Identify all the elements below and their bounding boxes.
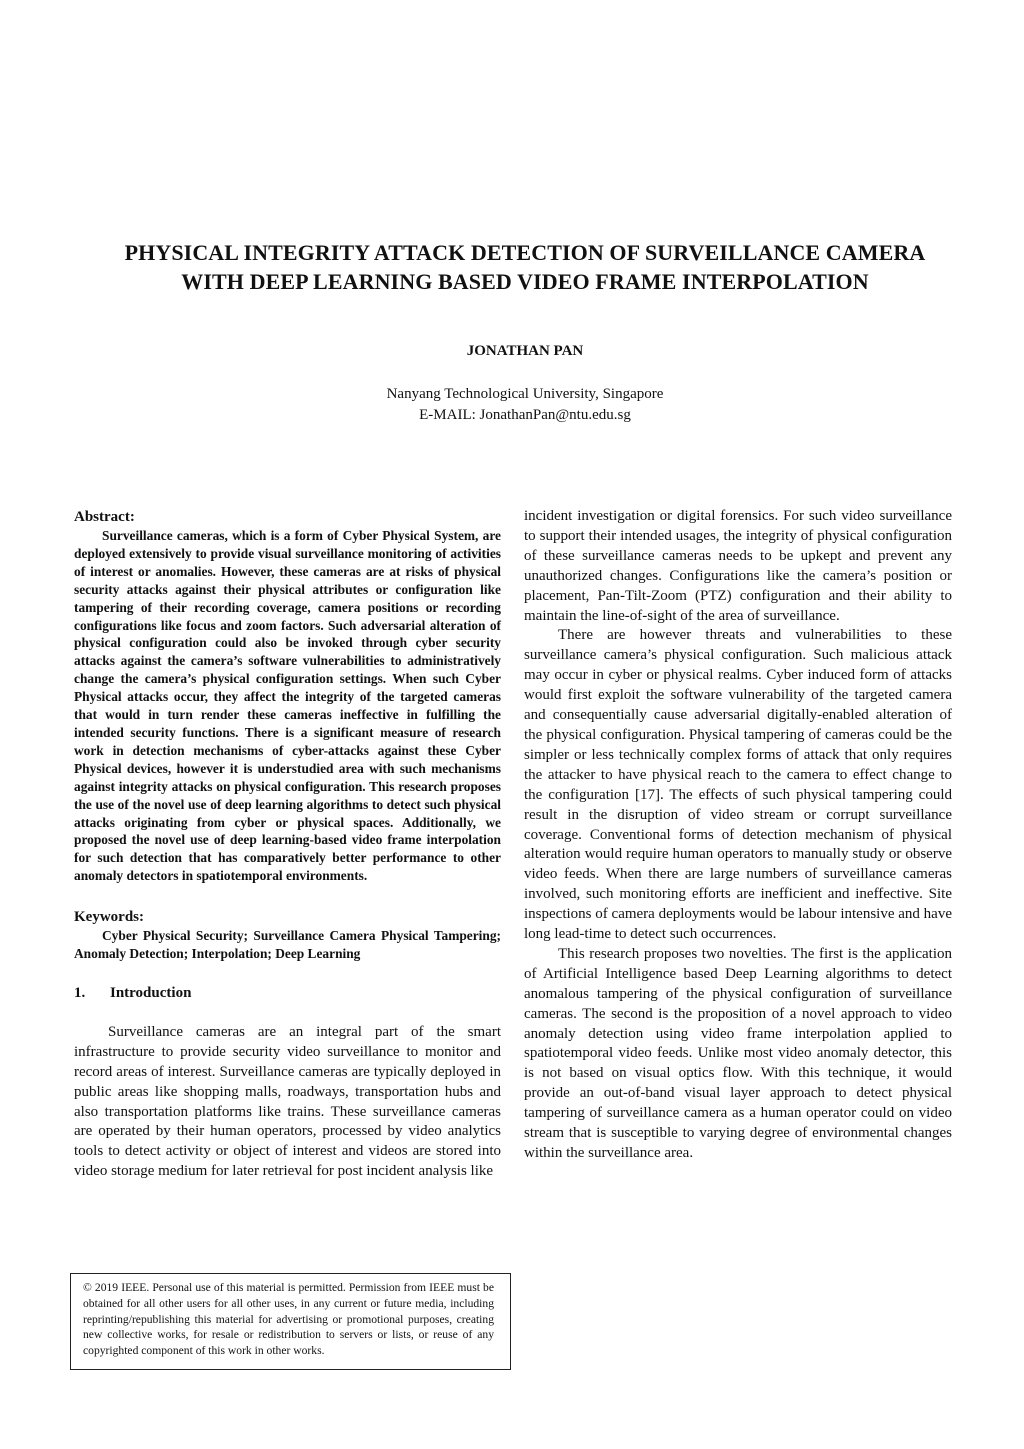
introduction-heading <box>74 983 501 1003</box>
section-number: 1. <box>74 984 86 1001</box>
author-name: JONATHAN PAN <box>466 343 584 359</box>
left-column <box>74 507 501 1182</box>
copyright-notice: © 2019 IEEE. Personal use of this material is permitted. Permission from IEEE must be obtained for all other users for all other uses, in any current or future media, including reprinting/republishing this material for advertising or promotional purposes, creating new collective works, for resale or redistribution to servers or lists, or reuse of any copyrighted component of this work in other works. <box>70 1273 511 1370</box>
section-title: Introduction <box>110 984 192 1001</box>
abstract-heading: Abstract: <box>74 509 135 525</box>
right-column <box>524 507 952 1164</box>
intro-paragraph-1-continued: incident investigation or digital forensics. For such video surveillance to support their intended usages, the integrity of physical configuration of these surveillance cameras needs to be upkept and prevent any unauthorized changes. Configurations like the camera’s position or placement, Pan-Tilt-Zoom (PTZ) configuration and their ability to maintain the line-of-sight of the area of surveillance. <box>524 508 952 624</box>
keywords-heading: Keywords: <box>74 909 144 926</box>
intro-paragraph-2: There are however threats and vulnerabilities to these surveillance camera’s physical configuration. Such malicious attack may occur in cyber or physical realms. Cyber induced form of attacks would first exploit the software vulnerability of the targeted camera and consequentially cause adversarial digitally-enabled alteration of the physical configuration. Physical tampering of cameras could be the simpler or less technically complex forms of attack that only requires the attacker to have physical reach to the camera to effect change to the configuration [17]. The effects of such physical tampering could result in the disruption of video stream or corrupt surveillance coverage. Conventional forms of detection mechanism of physical alteration would require human operators to manually study or observe video feeds. When there are large numbers of surveillance cameras involved, such monitoring efforts are inefficient and ineffective. Site inspections of camera deployments would be labour intensive and have long lead-time to detect such occurrences. <box>524 627 952 943</box>
author-affiliation-block <box>0 384 1024 426</box>
paper-title: PHYSICAL INTEGRITY ATTACK DETECTION OF SURVEILLANCE CAMERA WITH DEEP LEARNING BASED VIDEO FRAME INTERPOLATION <box>124 240 926 294</box>
intro-paragraph-1: Surveillance cameras are an integral part of the smart infrastructure to provide security video surveillance to monitor and record areas of interest. Surveillance cameras are typically deployed in public areas like shopping malls, roadways, transportation hubs and also transportation platforms like trains. These surveillance cameras are operated by their human operators, processed by video analytics tools to detect activity or object of interest and videos are stored into video storage medium for later retrieval for post incident analysis like <box>74 1023 501 1180</box>
affiliation: Nanyang Technological University, Singapore <box>386 386 664 402</box>
keywords-text: Cyber Physical Security; Surveillance Camera Physical Tampering; Anomaly Detection; Interpolation; Deep Learning <box>74 928 501 962</box>
email: E-MAIL: JonathanPan@ntu.edu.sg <box>419 407 631 423</box>
intro-paragraph-3: This research proposes two novelties. The first is the application of Artificial Intelligence based Deep Learning algorithms to detect anomalous tampering of the physical configuration of surveillance cameras. The second is the proposition of a novel approach to video anomaly detection using video frame interpolation applied to spatiotemporal video feeds. Unlike most video anomaly detector, this is not based on visual optics flow. With this technique, it would provide an out-of-band visual layer approach to detect physical tampering of surveillance camera as a human operator could on video stream that is susceptible to varying degree of environmental changes within the surveillance area. <box>524 945 952 1161</box>
abstract-text: Surveillance cameras, which is a form of Cyber Physical System, are deployed extensively to provide visual surveillance monitoring of activities of interest or anomalies. However, these cameras are at risks of physical security attacks against their physical attributes or configuration like tampering of their recording coverage, camera positions or recording configurations like focus and zoom factors. Such adversarial alteration of physical configuration could also be invoked through cyber security attacks against the camera’s software vulnerabilities to administratively change the camera’s physical configuration settings. When such Cyber Physical attacks occur, they affect the integrity of the targeted cameras that would in turn render these cameras ineffective in fulfilling the intended security functions. There is a significant measure of research work in detection mechanisms of cyber-attacks against these Cyber Physical devices, however it is understudied area with such mechanisms against integrity attacks on physical configuration. This research proposes the use of the novel use of deep learning algorithms to detect such physical attacks originating from cyber or physical spaces. Additionally, we proposed the novel use of deep learning-based video frame interpolation for such detection that has comparatively better performance to other anomaly detectors in spatiotemporal environments. <box>74 528 501 884</box>
